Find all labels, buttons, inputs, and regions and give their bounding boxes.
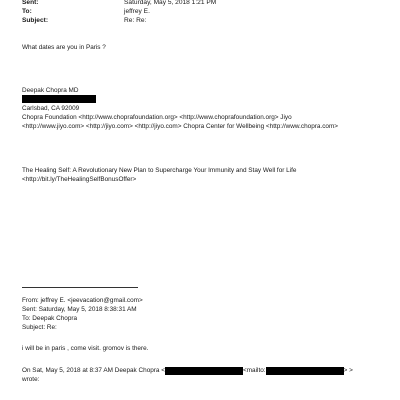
forwarded-subject: Subject: Re:: [22, 324, 57, 331]
forwarded-message: i will be in paris , come visit. gromov is there.: [22, 345, 149, 352]
quote-mailto: <mailto:: [243, 367, 266, 374]
book-link-line: <http://bit.ly/TheHealingSelfBonusOffer>: [22, 176, 137, 183]
subject-row: [22, 16, 146, 25]
to-value: jeffrey E.: [124, 8, 150, 15]
to-row: [22, 7, 150, 16]
forwarded-to: To: Deepak Chopra: [22, 315, 78, 322]
signature-redacted-address: [22, 95, 96, 103]
forwarded-from: From: jeffrey E. <jeevacation@gmail.com>: [22, 297, 143, 304]
body-question: What dates are you in Paris ?: [22, 44, 106, 51]
quote-suffix: > >: [343, 367, 353, 374]
redaction-block: [266, 367, 344, 375]
sent-value: Saturday, May 5, 2018 1:21 PM: [124, 0, 217, 6]
subject-label: Subject:: [22, 17, 49, 24]
sent-label: Sent:: [22, 0, 39, 6]
forwarded-sent: Sent: Saturday, May 5, 2018 8:38:31 AM: [22, 306, 137, 313]
redaction-block: [22, 95, 96, 103]
to-label: To:: [22, 8, 32, 15]
signature-city: Carlsbad, CA 92009: [22, 105, 80, 112]
quote-prefix: On Sat, May 5, 2018 at 8:37 AM Deepak Chopra <: [22, 367, 165, 374]
quote-line: [22, 367, 353, 375]
book-title-line: The Healing Self: A Revolutionary New Plan to Supercharge Your Immunity and Stay Well for Life: [22, 167, 297, 174]
sent-row: [22, 0, 216, 7]
signature-links-line2: <http://www.jiyo.com> <http://jiyo.com> <http://jiyo.com> Chopra Center for Wellbeing <http://www.chopra.com>: [22, 123, 339, 130]
subject-value: Re: Re:: [124, 17, 147, 24]
separator-rule: [22, 287, 138, 288]
signature-name: Deepak Chopra MD: [22, 87, 79, 94]
redaction-block: [165, 367, 243, 375]
quote-wrote: wrote:: [22, 376, 40, 383]
signature-links-line1: Chopra Foundation <http://www.choprafoundation.org> <http://www.choprafoundation.org> Jiyo: [22, 114, 292, 121]
